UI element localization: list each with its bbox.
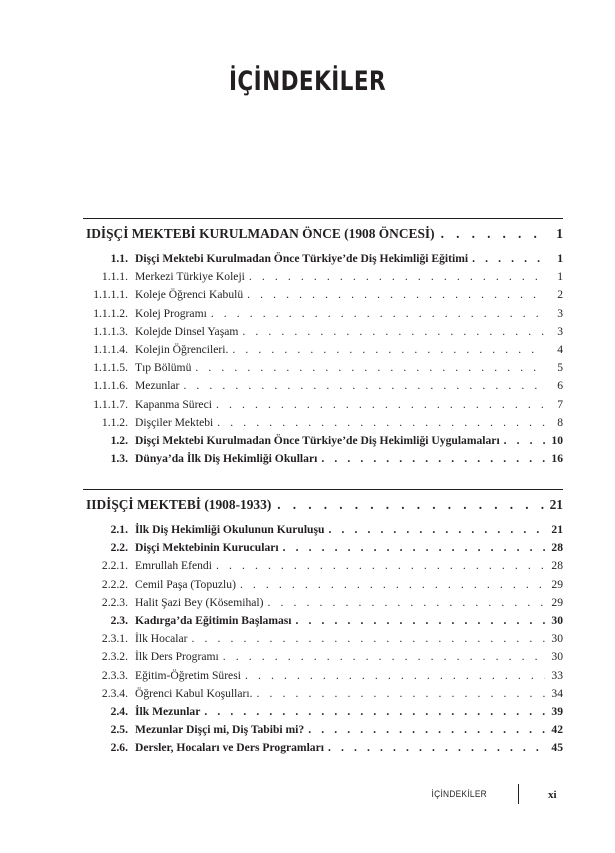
toc-entry[interactable] xyxy=(83,648,563,666)
entry-number: 1.1.1.7. xyxy=(93,397,128,411)
dot-leader xyxy=(223,648,545,666)
entry-page: 42 xyxy=(551,723,563,737)
toc-entry[interactable] xyxy=(83,667,563,685)
toc-entry[interactable] xyxy=(83,286,563,304)
toc-entry[interactable] xyxy=(83,305,563,323)
dot-leader xyxy=(328,521,545,539)
toc-entry[interactable] xyxy=(83,630,563,648)
entry-number: 2.2.3. xyxy=(101,595,128,609)
entry-title: Emrullah Efendi xyxy=(135,559,212,573)
toc-entry[interactable] xyxy=(83,557,563,575)
toc-entry[interactable] xyxy=(83,521,563,539)
dot-leader xyxy=(283,539,545,557)
entry-page: 33 xyxy=(551,668,563,682)
entry-number: 1.1.1.3. xyxy=(93,324,128,338)
entry-title: Öğrenci Kabul Koşulları. xyxy=(135,686,253,700)
dot-leader xyxy=(277,494,545,516)
entry-page: 1 xyxy=(557,270,563,284)
section-divider xyxy=(83,218,563,219)
entry-number: 1.1.1.1. xyxy=(93,288,128,302)
toc-entry[interactable] xyxy=(83,341,563,359)
entry-title: İlk Ders Programı xyxy=(135,650,219,664)
entry-number: 1.3. xyxy=(110,452,128,466)
entry-title: Dünya’da İlk Diş Hekimliği Okulları xyxy=(135,452,318,466)
dot-leader xyxy=(257,685,545,703)
section-numeral: II xyxy=(86,497,97,512)
entry-page: 4 xyxy=(557,342,563,356)
entry-number: 1.1. xyxy=(110,252,128,265)
section-title: DİŞÇİ MEKTEBİ KURULMADAN ÖNCE (1908 ÖNCESİ) xyxy=(91,226,435,241)
entry-title: Merkezi Türkiye Koleji xyxy=(135,270,245,284)
entry-title: İlk Mezunlar xyxy=(135,704,201,718)
entry-title: Dişçiler Mektebi xyxy=(135,415,214,429)
dot-leader xyxy=(296,612,545,630)
entry-page: 6 xyxy=(557,379,563,393)
entry-page: 8 xyxy=(557,415,563,429)
dot-leader xyxy=(249,268,545,286)
entry-title: Mezunlar Dişçi mi, Diş Tabibi mi? xyxy=(135,723,305,737)
toc-section-1 xyxy=(83,218,563,468)
entry-page: 7 xyxy=(557,397,563,411)
entry-number: 2.2. xyxy=(110,541,128,555)
toc-entry[interactable] xyxy=(83,594,563,612)
toc-entry[interactable] xyxy=(83,450,563,468)
entry-number: 1.1.1.2. xyxy=(93,306,128,320)
section-heading[interactable] xyxy=(83,494,563,516)
entry-number: 2.3.1. xyxy=(101,632,128,646)
section-page: 1 xyxy=(556,226,563,241)
entry-title: İlk Diş Hekimliği Okulunun Kuruluşu xyxy=(135,523,325,536)
toc-entry[interactable] xyxy=(83,377,563,395)
dot-leader xyxy=(216,396,545,414)
entry-title: İlk Hocalar xyxy=(135,632,188,646)
page-title: İÇİNDEKİLER xyxy=(228,66,387,97)
entry-page: 3 xyxy=(557,324,563,338)
entry-title: Kolej Programı xyxy=(135,306,207,320)
dot-leader xyxy=(328,739,545,757)
toc-entry-list xyxy=(83,250,563,468)
dot-leader xyxy=(321,450,545,468)
toc-entry-list xyxy=(83,521,563,757)
dot-leader xyxy=(308,721,545,739)
entry-title: Kolejin Öğrencileri. xyxy=(135,342,229,356)
entry-number: 2.2.1. xyxy=(101,559,128,573)
entry-title: Kolejde Dinsel Yaşam xyxy=(135,324,239,338)
entry-number: 1.1.1.6. xyxy=(93,379,128,393)
dot-leader xyxy=(191,630,545,648)
entry-page: 30 xyxy=(551,613,563,627)
dot-leader xyxy=(242,323,545,341)
dot-leader xyxy=(232,341,545,359)
entry-title: Halit Şazi Bey (Kösemihal) xyxy=(135,595,264,609)
dot-leader xyxy=(267,594,545,612)
toc-entry[interactable] xyxy=(83,721,563,739)
entry-title: Dişçi Mektebinin Kurucuları xyxy=(135,541,279,555)
dot-leader xyxy=(183,377,545,395)
entry-page: 29 xyxy=(551,595,563,609)
entry-title: Cemil Paşa (Topuzlu) xyxy=(135,577,236,591)
entry-page: 28 xyxy=(551,541,563,555)
toc-entry[interactable] xyxy=(83,414,563,432)
entry-page: 34 xyxy=(551,686,563,700)
dot-leader xyxy=(195,359,545,377)
dot-leader xyxy=(504,432,545,450)
entry-title: Kadırga’da Eğitimin Başlaması xyxy=(135,613,292,627)
entry-page: 16 xyxy=(551,452,563,466)
entry-number: 2.6. xyxy=(110,741,128,755)
toc-entry[interactable] xyxy=(83,396,563,414)
entry-title: Kapanma Süreci xyxy=(135,397,212,411)
entry-number: 1.1.1. xyxy=(101,270,128,284)
toc-entry[interactable] xyxy=(83,323,563,341)
dot-leader xyxy=(211,305,545,323)
toc-entry[interactable] xyxy=(83,739,563,757)
toc-section-2 xyxy=(83,489,563,757)
dot-leader xyxy=(216,557,545,575)
entry-number: 2.2.2. xyxy=(101,577,128,591)
entry-number: 1.1.1.4. xyxy=(93,342,128,356)
entry-number: 1.2. xyxy=(110,433,128,447)
page-number: xi xyxy=(548,789,557,801)
toc-entry[interactable] xyxy=(83,432,563,450)
dot-leader xyxy=(240,576,545,594)
section-divider xyxy=(83,489,563,490)
entry-page: 1 xyxy=(557,252,563,265)
entry-number: 2.4. xyxy=(110,704,128,718)
entry-page: 30 xyxy=(551,632,563,646)
toc-entry[interactable] xyxy=(83,359,563,377)
entry-number: 2.3.2. xyxy=(101,650,128,664)
dot-leader xyxy=(204,703,545,721)
dot-leader xyxy=(245,667,545,685)
entry-page: 29 xyxy=(551,577,563,591)
toc-entry[interactable] xyxy=(83,703,563,721)
footer-divider xyxy=(518,784,519,804)
toc-entry[interactable] xyxy=(83,685,563,703)
page-footer xyxy=(0,784,615,806)
section-heading[interactable] xyxy=(83,223,563,245)
entry-page: 2 xyxy=(557,288,563,302)
entry-page: 45 xyxy=(551,741,563,755)
entry-page: 10 xyxy=(551,433,563,447)
entry-number: 2.5. xyxy=(110,723,128,737)
toc-entry[interactable] xyxy=(83,539,563,557)
section-title: DİŞÇİ MEKTEBİ (1908-1933) xyxy=(96,497,272,512)
entry-page: 3 xyxy=(557,306,563,320)
entry-title: Tıp Bölümü xyxy=(135,361,192,375)
toc-entry[interactable] xyxy=(83,268,563,286)
entry-title: Mezunlar xyxy=(135,379,180,393)
entry-page: 21 xyxy=(551,523,563,536)
entry-page: 28 xyxy=(551,559,563,573)
entry-number: 2.1. xyxy=(110,523,128,536)
entry-title: Eğitim-Öğretim Süresi xyxy=(135,668,241,682)
entry-page: 30 xyxy=(551,650,563,664)
dot-leader xyxy=(247,286,545,304)
dot-leader xyxy=(441,223,547,245)
entry-number: 1.1.1.5. xyxy=(93,361,128,375)
toc-entry[interactable] xyxy=(83,612,563,630)
entry-page: 5 xyxy=(557,361,563,375)
entry-number: 2.3.4. xyxy=(101,686,128,700)
entry-page: 39 xyxy=(551,704,563,718)
entry-number: 1.1.2. xyxy=(101,415,128,429)
entry-title: Dişçi Mektebi Kurulmadan Önce Türkiye’de Diş Hekimliği Uygulamaları xyxy=(135,433,500,447)
section-numeral: I xyxy=(86,226,92,241)
running-footer-label: İÇİNDEKİLER xyxy=(431,789,487,800)
entry-title: Dersler, Hocaları ve Ders Programları xyxy=(135,741,324,755)
toc-entry[interactable] xyxy=(83,576,563,594)
entry-number: 2.3. xyxy=(110,613,128,627)
dot-leader xyxy=(217,414,545,432)
section-page: 21 xyxy=(549,497,563,512)
dot-leader xyxy=(472,250,545,268)
entry-title: Koleje Öğrenci Kabulü xyxy=(135,288,244,302)
entry-number: 2.3.3. xyxy=(101,668,128,682)
entry-title: Dişçi Mektebi Kurulmadan Önce Türkiye’de Diş Hekimliği Eğitimi xyxy=(135,252,469,265)
toc-entry[interactable] xyxy=(83,250,563,268)
